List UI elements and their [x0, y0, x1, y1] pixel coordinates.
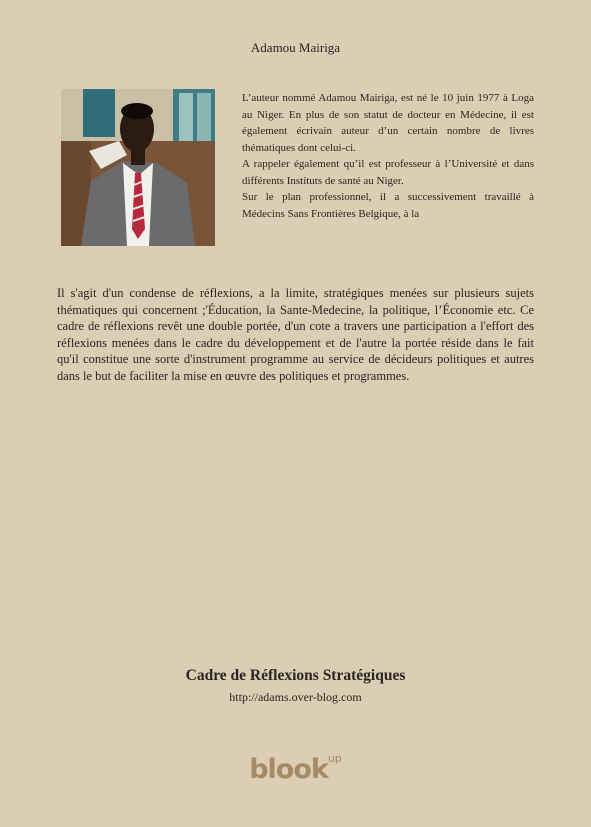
logo-text: blook	[249, 754, 328, 785]
publisher-logo	[0, 752, 591, 785]
author-bio	[242, 90, 534, 222]
logo-superscript: up	[327, 752, 342, 765]
bio-paragraph: A rappeler également qu’il est professeur à l’Université et dans différents Instituts de santé au Niger.	[242, 158, 534, 187]
bio-paragraph: Sur le plan professionnel, il a successivement travaillé à Médecins Sans Frontières Belgique, à la	[242, 191, 534, 220]
author-photo	[61, 89, 215, 246]
blog-url: http://adams.over-blog.com	[229, 690, 362, 704]
bio-paragraph: L’auteur nommé Adamou Mairiga, est né le 10 juin 1977 à Loga au Niger. En plus de son statut de docteur en Médecine, il est également écrivain auteur d’un certain nombre de livres thématiques dont celui-ci.	[242, 92, 534, 154]
author-name: Adamou Mairiga	[250, 40, 341, 55]
book-summary: Il s'agit d'un condense de réflexions, a la limite, stratégiques menées sur plusieurs sujets thématiques qui concernent ;'Éducation, la Sante-Medecine, la politique, l’Économie etc. Ce cadre de réflexions revêt une double portée, d'un cote a travers une participation a l'effort des réflexions menées dans le cadre du développement et de l'autre la portée réside dans le fait qu'il constitue une sorte d'instrument programme au service de décideurs politiques et autres dans le but de faciliter la mise en œuvre des politiques et programmes.	[57, 286, 534, 383]
book-title: Cadre de Réflexions Stratégiques	[185, 667, 406, 684]
